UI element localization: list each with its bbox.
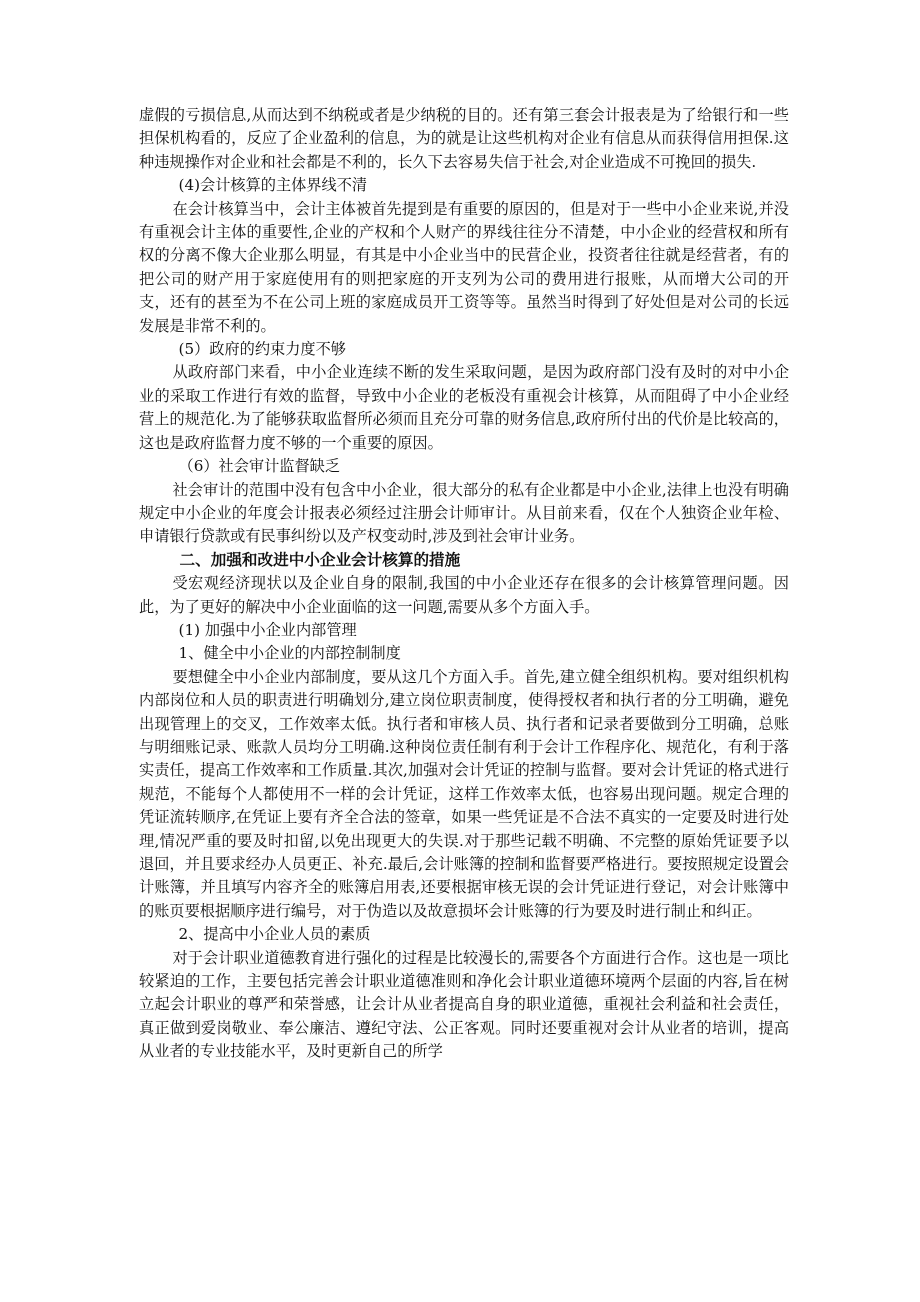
- section-subheading: （6）社会审计监督缺乏: [178, 457, 341, 476]
- document-page: [139, 104, 789, 1064]
- section-subheading: 1、健全中小企业的内部控制制度: [178, 644, 401, 663]
- body-paragraph: 受宏观经济现状以及企业自身的限制,我国的中小企业还存在很多的会计核算管理问题。因此，为了更好的解决中小企业面临的这一问题,需要从多个方面入手。: [139, 574, 789, 616]
- section-subheading: 2、提高中小企业人员的素质: [178, 925, 371, 944]
- section-heading: 二、加强和改进中小企业会计核算的措施: [179, 550, 461, 569]
- body-paragraph: 社会审计的范围中没有包含中小企业，很大部分的私有企业都是中小企业,法律上也没有明确规定中小企业的年度会计报表必须经过注册会计师审计。从目前来看，仅在个人独资企业年检、申请银行贷款或有民事纠纷以及产权变动时,涉及到社会审计业务。: [139, 480, 789, 546]
- section-subheading: (4)会计核算的主体界线不清: [178, 176, 368, 195]
- body-paragraph: 要想健全中小企业内部制度，要从这几个方面入手。首先,建立健全组织机构。要对组织机构内部岗位和人员的职责进行明确划分,建立岗位职责制度，使得授权者和执行者的分工明确，避免出现管理上的交叉，工作效率太低。执行者和审核人员、执行者和记录者要做到分工明确，总账与明细账记录、账款人员均分工明确.这种岗位责任制有利于会计工作程序化、规范化，有利于落实责任，提高工作效率和工作质量.其次,加强对会计凭证的控制与监督。要对会计凭证的格式进行规范，不能每个人都使用不一样的会计凭证，这样工作效率太低，也容易出现问题。规定合理的凭证流转顺序,在凭证上要有齐全合法的签章，如果一些凭证是不合法不真实的一定要及时进行处理,情况严重的要及时扣留,以免出现更大的失误.对于那些记载不明确、不完整的原始凭证要予以退回，并且要求经办人员更正、补充.最后,会计账簿的控制和监督要严格进行。要按照规定设置会计账簿，并且填写内容齐全的账簿启用表,还要根据审核无误的会计凭证进行登记，对会计账簿中的账页要根据顺序进行编号，对于伪造以及故意损坏会计账簿的行为要及时进行制止和纠正。: [139, 667, 789, 920]
- body-paragraph: 虚假的亏损信息,从而达到不纳税或者是少纳税的目的。还有第三套会计报表是为了给银行和一些担保机构看的，反应了企业盈利的信息，为的就是让这些机构对企业有信息从而获得信用担保.这种违规操作对企业和社会都是不利的，长久下去容易失信于社会,对企业造成不可挽回的损失.: [139, 106, 789, 171]
- body-paragraph: 从政府部门来看，中小企业连续不断的发生采取问题，是因为政府部门没有及时的对中小企业的采取工作进行有效的监督，导致中小企业的老板没有重视会计核算，从而阻碍了中小企业经营上的规范化.为了能够获取监督所必须而且充分可靠的财务信息,政府所付出的代价是比较高的，这也是政府监督力度不够的一个重要的原因。: [139, 363, 789, 452]
- body-paragraph: 在会计核算当中，会计主体被首先提到是有重要的原因的，但是对于一些中小企业来说,并没有重视会计主体的重要性,企业的产权和个人财产的界线往往分不清楚，中小企业的经营权和所有权的分离不像大企业那么明显，有其是中小企业当中的民营企业，投资者往往就是经营者，有的把公司的财产用于家庭使用有的则把家庭的开支列为公司的费用进行报账，从而增大公司的开支，还有的甚至为不在公司上班的家庭成员开工资等等。虽然当时得到了好处但是对公司的长远发展是非常不利的。: [139, 199, 789, 335]
- section-subheading: (5）政府的约束力度不够: [178, 340, 346, 359]
- body-paragraph: 对于会计职业道德教育进行强化的过程是比较漫长的,需要各个方面进行合作。这也是一项比较紧迫的工作，主要包括完善会计职业道德准则和净化会计职业道德环境两个层面的内容,旨在树立起会计职业的尊严和荣誉感，让会计从业者提高自身的职业道德，重视社会利益和社会责任，真正做到爱岗敬业、奉公廉洁、遵纪守法、公正客观。同时还要重视对会计从业者的培训，提高从业者的专业技能水平，及时更新自己的所学: [139, 948, 789, 1061]
- section-subheading: (1) 加强中小企业内部管理: [178, 620, 357, 639]
